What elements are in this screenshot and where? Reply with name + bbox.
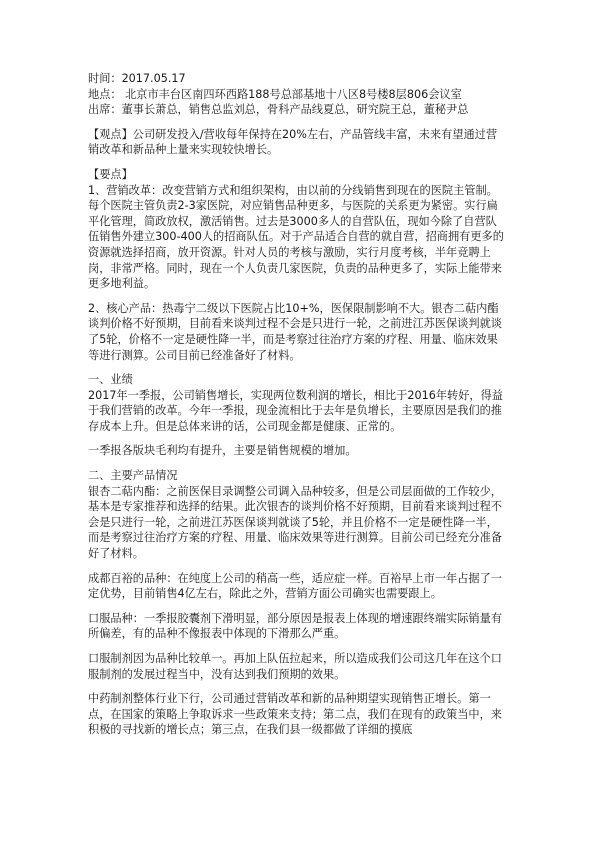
product-oral-preparations: 口服制剂因为品种比较单一。再加上队伍拉起来，所以造成我们公司这几年在这个口服制剂的发展过程当中，没有达到我们预期的效果。 [88, 652, 502, 681]
product-ginkgo: 银杏二萜内酯：之前医保目录调整公司调入品种较多，但是公司层面做的工作较少，基本是专家推荐和选择的结果。此次银杏的谈判价格不好预期，目前看来谈判过程不会是只进行一轮，之前进江苏医保谈判就谈了5轮，并且价格不一定是硬性降一半，而是考察过往治疗方案的疗程、用量、临床效果等进行测算。目前公司已经充分准备好了材料。 [88, 484, 502, 561]
viewpoint-text: 【观点】公司研发投入/营收每年保持在20%左右，产品管线丰富，未来有望通过营销改革和新品种上量来实现较快增长。 [88, 127, 498, 157]
meeting-meta [88, 71, 506, 118]
product-baiyu-block [88, 571, 506, 602]
performance-paragraph-2: 一季报各版块毛利均有提升，主要是销售规模的增加。 [88, 444, 357, 458]
performance-section [88, 372, 506, 434]
performance-paragraph-2-block [88, 443, 506, 459]
products-heading: 二、主要产品情况 [88, 469, 178, 483]
product-tcm-block [88, 691, 506, 738]
meeting-attendees: 出席：董事长萧总，销售总监刘总，骨科产品线夏总，研究院王总，董秘尹总 [88, 103, 469, 117]
key-points-section [88, 167, 506, 292]
key-point-core-products: 2、核心产品：热毒宁二级以下医院占比10+%，医保限制影响不大。银杏二萜内酯谈判价格不好预期，目前看来谈判过程不会是只进行一轮，之前进江苏医保谈判就谈了5轮，价格不一定是硬性降一半，而是考察过往治疗方案的疗程、用量、临床效果等进行测算。公司目前已经准备好了材料。 [88, 301, 502, 362]
key-points-heading: 【要点】 [88, 167, 133, 181]
product-oral: 口服品种：一季报胶囊剂下滑明显，部分原因是报表上体现的增速跟终端实际销量有所偏差，有的品种不像报表中体现的下滑那么严重。 [88, 611, 502, 641]
meeting-time: 时间：2017.05.17 [88, 72, 186, 85]
performance-heading: 一、业绩 [88, 373, 133, 387]
performance-paragraph-1: 2017年一季报，公司销售增长，实现两位数利润的增长，相比于2016年转好，得益于我们营销的改革。今年一季报，现金流相比于去年是负增长，主要原因是我们的推存成本上升。但是总体来讲的话，公司现金都是健康、正常的。 [88, 388, 503, 433]
viewpoint-section [88, 127, 506, 158]
product-oral-preparations-block [88, 651, 506, 682]
meeting-location: 地点： 北京市丰台区南四环西路188号总部基地十八区8号楼8层806会议室 [88, 87, 462, 101]
document-body [88, 71, 506, 747]
product-tcm: 中药制剂整体行业下行，公司通过营销改革和新的品种期望实现销售正增长。第一点，在国家的策略上争取诉求一些政策来支持；第二点，我们在现有的政策当中，来积极的寻找新的增长点；第三点，在我们县一级都做了详细的摸底 [88, 692, 502, 737]
products-section [88, 468, 506, 562]
product-baiyu: 成都百裕的品种：在纯度上公司的稍高一些，适应症一样。百裕早上市一年占据了一定优势，目前销售4亿左右，除此之外，营销方面公司确实也需要跟上。 [88, 571, 502, 601]
key-point-core-products-block [88, 301, 506, 363]
key-point-marketing-reform: 1、营销改革：改变营销方式和组织架构，由以前的分线销售到现在的医院主管制。每个医院主管负责2-3家医院，对应销售品种更多，与医院的关系更为紧密。实行扁平化管理，简政放权，激活销售。过去是3000多人的自营队伍，现如今除了自营队伍销售外建立300-400人的招商队伍。对于产品适合自营的就自营，招商拥有更多的资源就选择招商，放开资源。针对人员的考核与激励，实行月度考核，半年竞聘上岗，非常严格。同时，现在一个人负责几家医院，负责的品种更多了，实际上能带来更多地利益。 [88, 183, 504, 291]
product-oral-block [88, 611, 506, 642]
